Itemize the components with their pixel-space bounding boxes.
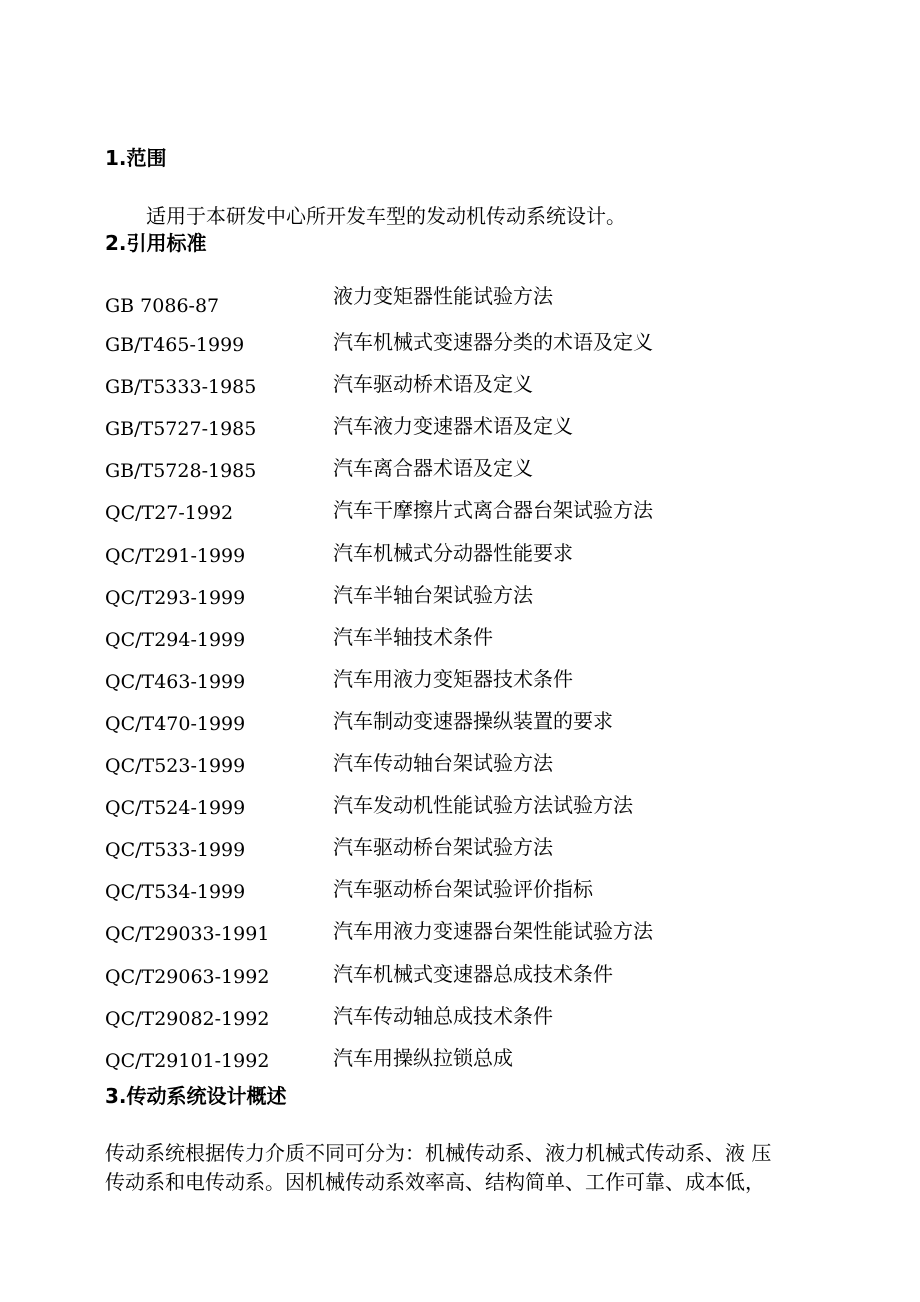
reference-row (105, 911, 825, 953)
standard-title: 汽车制动变速器操纵装置的要求 (333, 708, 613, 733)
standard-title: 汽车机械式变速器分类的术语及定义 (333, 330, 653, 355)
standard-title: 汽车机械式变速器总成技术条件 (333, 961, 613, 986)
reference-row (105, 575, 825, 617)
standard-code: QC/T470-1999 (105, 712, 246, 735)
standard-code: QC/T291-1999 (105, 544, 246, 567)
reference-row (105, 785, 825, 827)
reference-row (105, 406, 825, 448)
standard-code: QC/T533-1999 (105, 839, 246, 862)
reference-row (105, 322, 825, 364)
standard-title: 汽车传动轴台架试验方法 (333, 751, 553, 776)
standard-code: QC/T29033-1991 (105, 923, 270, 946)
standard-title: 汽车离合器术语及定义 (333, 456, 533, 481)
section-heading-references: 2.引用标准 (105, 231, 207, 255)
standard-code: GB/T5727-1985 (105, 418, 257, 441)
standard-title: 汽车用操纵拉锁总成 (333, 1045, 513, 1070)
reference-row (105, 617, 825, 659)
reference-row (105, 701, 825, 743)
standard-code: QC/T294-1999 (105, 628, 246, 651)
standard-title: 汽车发动机性能试验方法试验方法 (333, 793, 633, 818)
standard-title: 液力变矩器性能试验方法 (333, 284, 553, 308)
standard-code: GB/T465-1999 (105, 334, 245, 357)
standard-code: QC/T27-1992 (105, 502, 234, 525)
reference-row (105, 827, 825, 869)
overview-text-line-2: 传动系和电传动系。因机械传动系效率高、结构简单、工作可靠、成本低， (105, 1170, 765, 1194)
reference-row (105, 996, 825, 1038)
standard-title: 汽车干摩擦片式离合器台架试验方法 (333, 498, 653, 523)
standard-title: 汽车用液力变速器台架性能试验方法 (333, 919, 653, 944)
section-heading-scope: 1.范围 (105, 146, 167, 170)
scope-text: 适用于本研发中心所开发车型的发动机传动系统设计。 (146, 204, 626, 228)
standard-code: GB 7086-87 (105, 295, 220, 317)
standard-title: 汽车液力变速器术语及定义 (333, 414, 573, 439)
standard-code: QC/T29063-1992 (105, 965, 270, 988)
standard-title: 汽车驱动桥术语及定义 (333, 372, 533, 397)
standard-code: GB/T5333-1985 (105, 376, 257, 399)
reference-row (105, 1038, 825, 1080)
standard-code: QC/T29082-1992 (105, 1007, 270, 1030)
reference-row (105, 490, 825, 532)
reference-row (105, 869, 825, 911)
reference-row (105, 743, 825, 785)
standard-code: QC/T523-1999 (105, 755, 246, 778)
standard-code: QC/T29101-1992 (105, 1049, 270, 1072)
standard-title: 汽车半轴技术条件 (333, 624, 493, 649)
reference-row (105, 364, 825, 406)
standard-title: 汽车半轴台架试验方法 (333, 582, 533, 607)
standard-code: GB/T5728-1985 (105, 460, 257, 483)
standard-title: 汽车驱动桥台架试验方法 (333, 835, 553, 860)
standard-code: QC/T524-1999 (105, 797, 246, 820)
standard-title: 汽车传动轴总成技术条件 (333, 1003, 553, 1028)
reference-row (105, 659, 825, 701)
standard-code: QC/T293-1999 (105, 586, 246, 609)
section-heading-overview: 3.传动系统设计概述 (105, 1084, 287, 1108)
reference-row (105, 280, 825, 322)
reference-row (105, 448, 825, 490)
reference-row (105, 533, 825, 575)
overview-text-line-1: 传动系统根据传力介质不同可分为：机械传动系、液力机械式传动系、液 压 (105, 1141, 772, 1165)
reference-row (105, 954, 825, 996)
standard-title: 汽车机械式分动器性能要求 (333, 540, 573, 565)
standard-title: 汽车驱动桥台架试验评价指标 (333, 877, 593, 902)
standard-title: 汽车用液力变矩器技术条件 (333, 666, 573, 691)
standard-code: QC/T534-1999 (105, 881, 246, 904)
reference-standards-list (105, 280, 825, 1080)
standard-code: QC/T463-1999 (105, 670, 246, 693)
